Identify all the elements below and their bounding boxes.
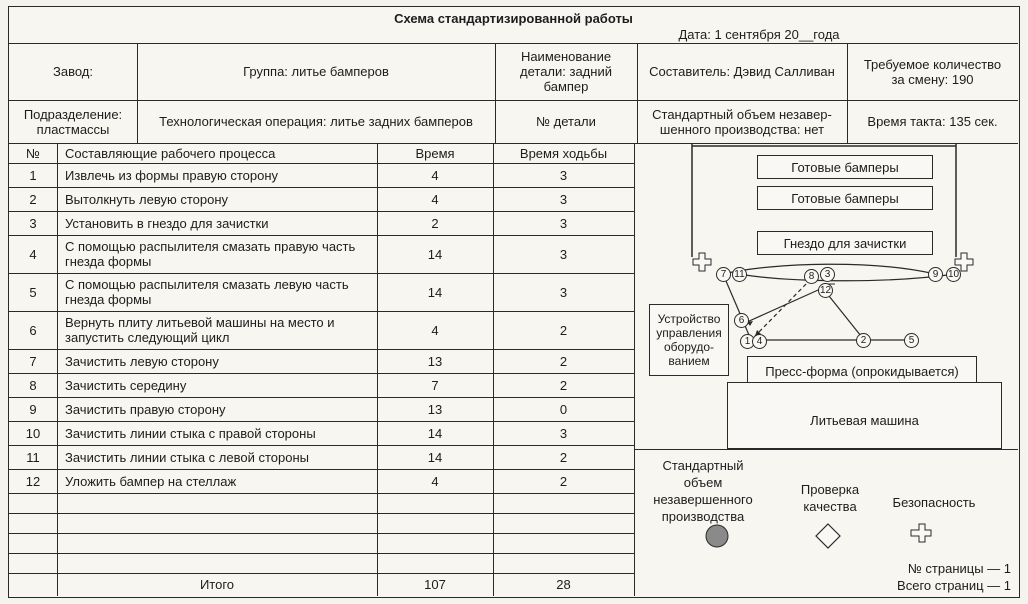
row-time: 4	[431, 191, 439, 207]
row-time: 4	[431, 473, 439, 489]
step-marker-4: 4	[752, 334, 767, 349]
step-marker-9: 9	[928, 267, 943, 282]
row-number: 8	[29, 377, 37, 393]
row-step: Установить в гнездо для зачистки	[65, 215, 269, 231]
row-walk-time: 3	[559, 425, 568, 441]
row-walk-time: 3	[559, 284, 568, 300]
safety-cross-icon	[911, 524, 931, 542]
row-number: 5	[29, 284, 37, 300]
row-number: 1	[29, 167, 37, 183]
row-number: 7	[29, 353, 37, 369]
row-time: 14	[427, 246, 443, 262]
row-walk-time: 2	[559, 449, 568, 465]
standard-work-chart	[8, 6, 1020, 598]
finished-bumpers-box-2: Готовые бамперы	[757, 186, 933, 210]
total-pages-label: Всего страниц — 1	[897, 577, 1011, 593]
legend-wip-label: Стандартный объем незавершенного производства	[653, 458, 753, 524]
layout-diagram	[635, 144, 1018, 449]
col-header-step: Составляющие рабочего процесса	[65, 145, 276, 161]
legend-quality-label: Проверка качества	[800, 482, 860, 514]
row-number: 11	[26, 449, 40, 465]
sheet-date: Дата: 1 сентября 20__года	[678, 26, 840, 42]
step-markers	[635, 144, 1018, 449]
row-walk-time: 3	[559, 191, 568, 207]
legend-safety-label: Безопасность	[892, 494, 976, 510]
page-number-label: № страницы — 1	[907, 560, 1011, 576]
row-step: Извлечь из формы правую сторону	[65, 167, 278, 183]
mold-box: Пресс-форма (опрокидывается)	[747, 356, 977, 386]
row-walk-time: 2	[559, 322, 568, 338]
injection-machine-box: Литьевая машина	[727, 382, 1002, 449]
row-time: 14	[427, 449, 443, 465]
step-marker-2: 2	[856, 333, 871, 348]
row-step: Зачистить линии стыка с левой стороны	[65, 449, 309, 465]
part-name-label: Наименование детали: задний бампер	[520, 49, 612, 94]
row-number: 9	[29, 401, 37, 417]
step-marker-1: 1	[740, 334, 755, 349]
plant-label: Завод:	[53, 64, 93, 79]
step-marker-12: 12	[819, 285, 832, 296]
process-table	[9, 143, 634, 596]
step-marker-7: 7	[716, 267, 731, 282]
row-step: Зачистить линии стыка с правой стороны	[65, 425, 316, 441]
row-time: 4	[431, 322, 439, 338]
row-step: Уложить бампер на стеллаж	[65, 473, 237, 489]
row-step: С помощью распылителя смазать правую часть гнезда формы	[65, 239, 356, 269]
total-time: 107	[424, 577, 446, 592]
total-walk-time: 28	[556, 577, 571, 592]
col-header-walk: Время ходьбы	[519, 145, 608, 161]
step-marker-3: 3	[820, 267, 835, 282]
row-walk-time: 0	[559, 401, 568, 417]
legend	[635, 450, 1018, 596]
row-number: 6	[29, 322, 37, 338]
step-marker-11: 11	[732, 267, 747, 282]
sheet-title: Схема стандартизированной работы	[394, 10, 633, 26]
step-marker-5: 5	[904, 333, 919, 348]
row-walk-time: 2	[559, 353, 568, 369]
quality-diamond-icon	[816, 524, 840, 548]
row-walk-time: 2	[559, 377, 568, 393]
col-header-no: №	[26, 145, 40, 161]
step-marker-6: 6	[734, 313, 749, 328]
row-time: 13	[427, 401, 443, 417]
row-step: Вытолкнуть левую сторону	[65, 191, 229, 207]
row-walk-time: 3	[559, 246, 568, 262]
row-number: 2	[29, 191, 37, 207]
compiler-label: Составитель: Дэвид Салливан	[649, 64, 835, 79]
row-number: 3	[29, 215, 37, 231]
step-marker-10: 10	[947, 269, 960, 280]
equipment-control-box: Устройство управления оборудо-ванием	[649, 304, 729, 376]
row-time: 7	[431, 377, 439, 393]
row-time: 14	[427, 284, 443, 300]
row-walk-time: 3	[559, 167, 568, 183]
division-label: Подразделение: пластмассы	[23, 106, 123, 137]
part-number-label: № детали	[536, 114, 596, 129]
col-header-time: Время	[415, 145, 455, 161]
row-number: 4	[29, 246, 37, 262]
row-time: 4	[431, 167, 439, 183]
row-step: Вернуть плиту литьевой машины на место и запустить следующий цикл	[65, 315, 335, 345]
row-number: 10	[25, 425, 41, 441]
row-step: Зачистить правую сторону	[65, 401, 226, 417]
standard-wip-label: Стандартный объем незавер-шенного производства: нет	[652, 106, 832, 137]
row-time: 14	[427, 425, 443, 441]
row-time: 13	[427, 353, 443, 369]
step-marker-8: 8	[804, 269, 819, 284]
row-walk-time: 2	[559, 473, 568, 489]
row-step: Зачистить середину	[65, 377, 187, 393]
row-step: С помощью распылителя смазать левую часть гнезда формы	[65, 277, 349, 307]
trim-nest-box: Гнездо для зачистки	[757, 231, 933, 255]
row-time: 2	[431, 215, 439, 231]
wip-circle-icon	[706, 525, 728, 547]
required-qty-label: Требуемое количество за смену: 190	[863, 56, 1002, 87]
row-walk-time: 3	[559, 215, 568, 231]
group-label: Группа: литье бамперов	[243, 64, 389, 79]
row-number: 12	[25, 473, 41, 489]
operation-label: Технологическая операция: литье задних бамперов	[159, 114, 473, 129]
takt-time-label: Время такта: 135 сек.	[867, 114, 998, 129]
total-label: Итого	[199, 577, 235, 592]
row-step: Зачистить левую сторону	[65, 353, 219, 369]
finished-bumpers-box-1: Готовые бамперы	[757, 155, 933, 179]
